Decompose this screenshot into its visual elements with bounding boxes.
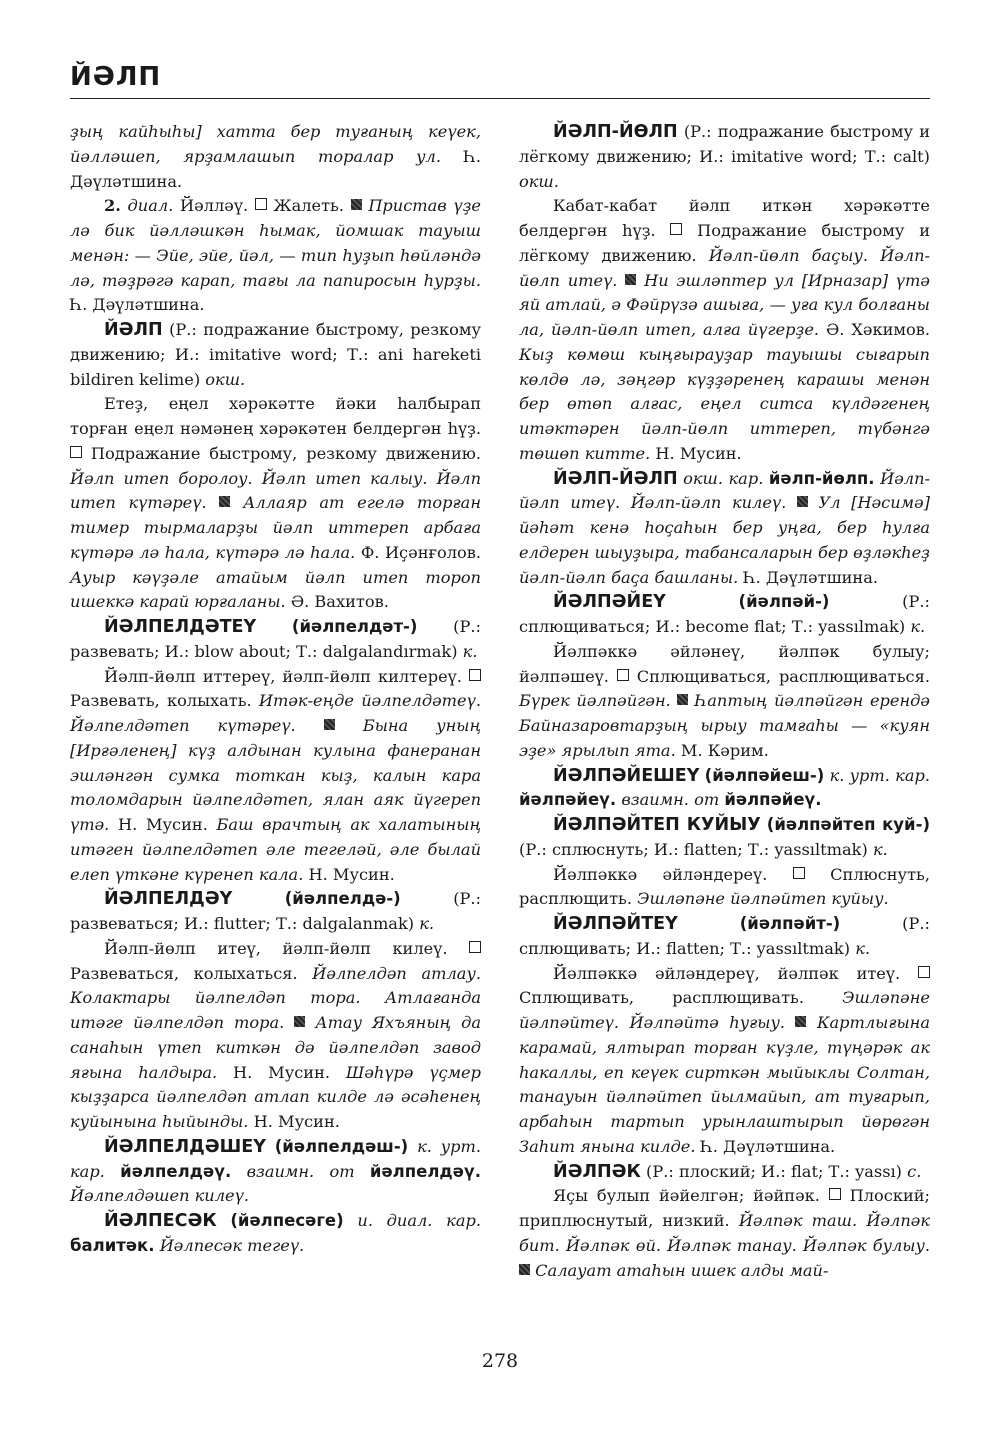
translation-marker-icon [469, 669, 481, 681]
definition-paragraph: Йәлпәккә әйләндереү, йәлпәк итеү. Сплющивать, расплющивать. Эшләпәне йәлпәйтеү. Йәлпәйтә һуғыу. Картлығына карамай, ялтырап торған күҙле, түңәрәк ак һакаллы, еп кеүек сирткән мыйыклы Солтан, танауын йәлпәйтеп йылмайып, ат туғарып, арбаһын тартып урынлаштырып йөрөгән Заһит янына килде. Һ. Дәүләтшина. [519, 963, 930, 1156]
entry-headword-line: ЙӘЛПЕСӘК (йәлпесәге) и. диал. кар. балитәк. Йәлпесәк тегеү. [70, 1211, 481, 1255]
translation-marker-icon [70, 446, 82, 458]
translation-marker-icon [255, 198, 267, 210]
definition-paragraph: Яҫы булып йәйелгән; йәйпәк. Плоский; приплюснутый, низкий. Йәлпәк таш. Йәлпәк бит. Йәлпәк өй. Йәлпәк танау. Йәлпәк булыу. Салауат атаһын ишек алды май- [519, 1186, 930, 1280]
translation-marker-icon [670, 223, 682, 235]
example-marker-icon [795, 1016, 806, 1027]
entry-headword-line: ЙӘЛП (Р.: подражание быстрому, резкому движению; И.: imitative word; Т.: ani hareketi bildiren kelime) окш. [70, 320, 481, 389]
entry-headword-line: ЙӘЛПЕЛДӘШЕҮ (йәлпелдәш-) к. урт. кар. йәлпелдәү. взаимн. от йәлпелдәү. Йәлпелдәшеп килеү. [70, 1136, 481, 1206]
definition-paragraph: Йәлп-йөлп иттереү, йәлп-йөлп килтереү. Развевать, колыхать. Итәк-еңде йәлпелдәтеү. Йәлпелдәтеп күтәреү. Бына уның [Ирғәленең] күҙ алдынан кулына фанеранан эшләнгән сумка тоткан кыҙ, калын кара толомдарын йәлпелдәтеп, ялан аяк йүгереп үтә. Н. Мусин. Баш врачтың ак халатының итәген йәлпелдәтеп әле тегеләй, әле былай елеп үткәне күренеп кала. Н. Мусин. [70, 666, 482, 884]
header-title: ЙӘЛП [70, 62, 162, 92]
definition-paragraph: Кабат-кабат йәлп иткән хәрәкәтте белдергән һүҙ. Подражание быстрому и лёгкому движению. Йәлп-йөлп баҫыу. Йәлп-йөлп итеү. Ни эшләптер ул [Ирназар] үтә яй атлай, ә Фәйрүзә ашыға, — уға кул болғаны ла, йәлп-йөлп итеп, алға йүгерҙе. Ә. Хәкимов. Кыҙ көмөш кыңғырауҙар тауышы сығарып көлдө лә, зәңгәр күҙҙәренең карашы менән бер өтөп алғас, еңел ситса күлдәгенең итәктәрен йәлп-йөлп иттереп, түбәнгә төшөп китте. Н. Мусин. [519, 196, 930, 463]
example-marker-icon [351, 199, 362, 210]
translation-marker-icon [469, 941, 481, 953]
example-marker-icon [519, 1264, 530, 1275]
entry-headword-line: ЙӘЛПЕЛДӘҮ (йәлпелдә-) (Р.: развеваться; И.: flutter; Т.: dalgalanmak) к. [70, 889, 481, 933]
left-column [70, 120, 481, 1259]
example-marker-icon [219, 496, 230, 507]
page-number: 278 [481, 1350, 519, 1372]
definition-paragraph: Йәлп-йөлп итеү, йәлп-йөлп килеү. Развеваться, колыхаться. Йәлпелдәп атлау. Колактары йәлпелдәп тора. Атлағанда итәге йәлпелдәп тора. Атау Яхъяның да санаһын үтеп киткән дә йәлпелдәп завод яғына һалдыра. Н. Мусин. Шәһүрә үҫмер кыҙҙарса йәлпелдәп атлап килде лә әсәһенең куйынына һыйынды. Н. Мусин. [70, 938, 481, 1131]
header-rule [70, 98, 930, 99]
example-marker-icon [677, 694, 688, 705]
entry-headword-line: ЙӘЛПЕЛДӘТЕҮ (йәлпелдәт-) (Р.: развевать; И.: blow about; Т.: dalgalandırmak) к. [70, 617, 481, 661]
translation-marker-icon [793, 867, 805, 879]
translation-marker-icon [829, 1188, 841, 1200]
definition-paragraph: Йәлпәккә әйләнеү, йәлпәк булыу; йәлпәшеү. Сплющиваться, расплющиваться. Бүрек йәлпәйгән. Һаптың йәлпәйгән ерендә Байназаровтарҙың ырыу тамғаһы — «куян эҙе» ярылып ята. М. Кәрим. [519, 641, 930, 760]
entry-headword-line: ЙӘЛПӘЙЕШЕҮ (йәлпәйеш-) к. урт. кар. йәлпәйеү. взаимн. от йәлпәйеү. [519, 765, 930, 810]
entry-continuation: ҙың кайһыһы] хатта бер туғаның кеүек, йәлләшеп, ярҙамлашып торалар ул. Һ. Дәүләтшина. [70, 122, 481, 191]
entry-headword-line: ЙӘЛПӘЙЕҮ (йәлпәй-) (Р.: сплющиваться; И.: become flat; Т.: yassılmak) к. [519, 592, 930, 636]
entry-headword-line: ЙӘЛП-ЙӨЛП (Р.: подражание быстрому и лёгкому движению; И.: imitative word; Т.: calt) окш. [519, 122, 930, 191]
entry-headword-line: ЙӘЛПӘК (Р.: плоский; И.: flat; Т.: yassı) с. [553, 1161, 922, 1182]
entry-headword-line: ЙӘЛПӘЙТЕҮ (йәлпәйт-) (Р.: сплющивать; И.: flatten; Т.: yassıltmak) к. [519, 914, 930, 958]
example-marker-icon [324, 719, 335, 730]
example-marker-icon [294, 1016, 305, 1027]
right-column [519, 120, 930, 1283]
running-header [70, 62, 930, 102]
definition-paragraph: Йәлпәккә әйләндереү. Сплюснуть, расплющить. Эшләпәне йәлпәйтеп куйыу. [519, 864, 930, 909]
definition-paragraph: Етеҙ, еңел хәрәкәтте йәки һалбырап торған еңел нәмәнең хәрәкәтен белдергән һүҙ. Подражание быстрому, резкому движению. Йәлп итеп боролоу. Йәлп итеп калыу. Йәлп итеп күтәреү. Аллаяр ат егелә торған тимер тырмаларҙы йәлп иттереп арбаға күтәрә лә һала, күтәрә лә һала. Ф. Иҫәнғолов. Ауыр кәүҙәле атайым йәлп итеп тороп ишеккә карай юрғаланы. Ә. Вахитов. [70, 394, 481, 612]
translation-marker-icon [918, 966, 930, 978]
example-marker-icon [797, 496, 808, 507]
entry-headword-line: ЙӘЛПӘЙТЕП КУЙЫУ (йәлпәйтеп куй-) (Р.: сплюснуть; И.: flatten; Т.: yassıltmak) к. [519, 815, 930, 859]
sense-paragraph: 2. диал. Йәлләү. Жалеть. Пристав үҙе лә бик йәлләшкән һымак, йомшак тауыш менән: — Эйе, эйе, йәл, — тип һуҙып һөйләндә лә, тәҙрәгә карап, тағы ла папиросын һурҙы. Һ. Дәүләтшина. [70, 196, 481, 315]
example-marker-icon [625, 274, 636, 285]
translation-marker-icon [617, 669, 629, 681]
entry-headword-line: ЙӘЛП-ЙӘЛП окш. кар. йәлп-йөлп. Йәлп-йәлп итеү. Йәлп-йәлп килеү. Ул [Нәсимә] йәһәт кенә һоҫаһын бер уңға, бер һулға елдерен шыуҙыра, табансаларын бер өҙләкһеҙ йәлп-йәлп баҫа башланы. Һ. Дәүләтшина. [519, 468, 930, 587]
